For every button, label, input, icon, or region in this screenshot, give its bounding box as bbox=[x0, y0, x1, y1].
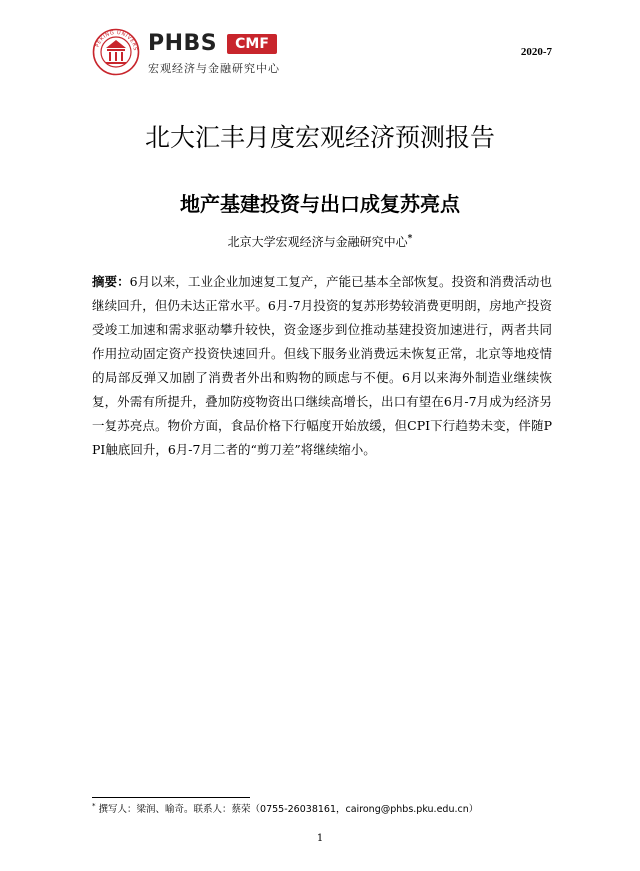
report-title: 北大汇丰月度宏观经济预测报告 bbox=[144, 123, 495, 152]
footnote bbox=[92, 801, 478, 815]
abstract-text: 6月以来，工业企业加速复工复产，产能已基本全部恢复。投资和消费活动也继续回升，但仍未达正常水平。6月-7月投资的复苏形势较消费更明朗，房地产投资受竣工加速和需求驱动攀升较快，资金逐步到位推动基建投资加速进行，两者共同作用拉动固定资产投资快速回升。但线下服务业消费远未恢复正常，北京等地疫情的局部反弹又加剧了消费者外出和购物的顾虑与不便。6月以来海外制造业继续恢复，外需有所提升，叠加防疫物资出口继续高增长，出口有望在6月-7月成为经济另一复苏亮点。物价方面，食品价格下行幅度开始放缓，但CPI下行趋势未变，伴随PPI触底回升，6月-7月二者的“剪刀差”将继续缩小。 bbox=[92, 274, 552, 457]
page-number: 1 bbox=[316, 833, 324, 844]
report-date: 2020-7 bbox=[520, 46, 552, 58]
svg-text:PEKING UNIVERSITY 1898: PEKING UNIVERS bbox=[94, 29, 139, 52]
brand-badge: CMF bbox=[227, 34, 277, 54]
footnote-mark: * bbox=[92, 801, 96, 810]
affiliation-text: 北京大学宏观经济与金融研究中心 bbox=[227, 235, 408, 249]
brand-name: PHBS bbox=[148, 31, 218, 56]
peking-university-seal-logo bbox=[92, 28, 140, 76]
author-affiliation bbox=[0, 233, 640, 250]
footnote-divider bbox=[92, 797, 250, 798]
affiliation-footnote-mark: * bbox=[407, 234, 413, 244]
report-header bbox=[92, 28, 552, 80]
footnote-text: 撰写人：梁润、喻奇。联系人：蔡荣（0755-26038161，cairong@phbs.pku.edu.cn） bbox=[98, 804, 479, 815]
report-subtitle: 地产基建投资与出口成复苏亮点 bbox=[180, 192, 460, 216]
abstract-paragraph bbox=[92, 270, 552, 462]
brand-subtitle: 宏观经济与金融研究中心 bbox=[148, 62, 280, 75]
abstract-label: 摘要： bbox=[92, 274, 130, 289]
brand-lockup bbox=[148, 31, 277, 56]
